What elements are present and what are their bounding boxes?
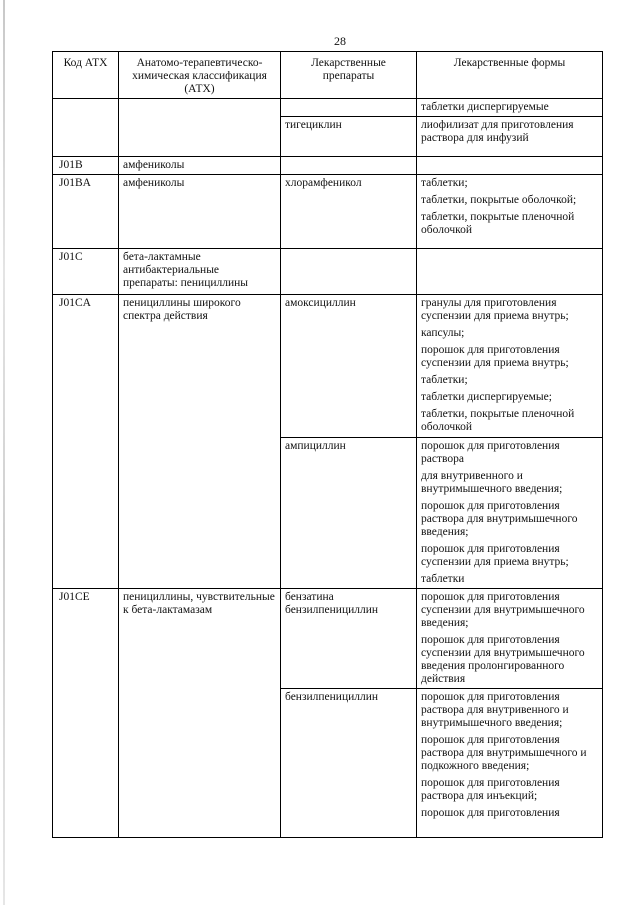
dosage-form-item: для внутривенного и внутримышечного введения; — [421, 470, 563, 495]
dosage-form-item: порошок для приготовления суспензии для приема внутрь; — [421, 344, 569, 369]
atc-classification-cell: амфениколы — [119, 175, 281, 249]
table-row — [53, 249, 603, 295]
dosage-form-item: таблетки; — [421, 374, 468, 386]
atc-code-cell: J01CE — [53, 589, 119, 838]
atc-classification-cell: пенициллины, чувствительные к бета-лактамазам — [119, 589, 281, 838]
table-row — [53, 589, 603, 689]
drug-name-cell — [281, 157, 417, 175]
table-header-row — [53, 52, 603, 99]
dosage-forms-cell — [417, 157, 603, 175]
dosage-form-item: таблетки, покрытые пленочной оболочкой — [421, 211, 575, 236]
dosage-form-item: порошок для приготовления суспензии для приема внутрь; — [421, 543, 569, 568]
dosage-forms-cell — [417, 99, 603, 117]
atc-code-cell: J01B — [53, 157, 119, 175]
table-row — [53, 99, 603, 117]
dosage-form-item: таблетки диспергируемые; — [421, 391, 552, 403]
table-row — [53, 157, 603, 175]
scan-edge-mark — [3, 0, 5, 905]
dosage-forms-cell — [417, 689, 603, 838]
dosage-form-item: лиофилизат для приготовления раствора для инфузий — [421, 119, 574, 144]
dosage-form-item: порошок для приготовления раствора для инъекций; — [421, 777, 560, 802]
drug-name-cell: хлорамфеникол — [281, 175, 417, 249]
dosage-forms-cell — [417, 589, 603, 689]
dosage-form-item: порошок для приготовления раствора для внутривенного и внутримышечного введения; — [421, 691, 569, 729]
table-row — [53, 175, 603, 249]
dosage-forms-cell — [417, 117, 603, 157]
atc-code-cell: J01BA — [53, 175, 119, 249]
dosage-form-item: таблетки, покрытые пленочной оболочкой — [421, 408, 575, 433]
dosage-form-item: порошок для приготовления раствора — [421, 440, 560, 465]
atc-code-cell — [53, 99, 119, 157]
drug-classification-table — [52, 51, 603, 838]
drug-name-cell: ампициллин — [281, 438, 417, 589]
drug-name-cell — [281, 99, 417, 117]
header-atc-code: Код АТХ — [53, 52, 119, 99]
drug-name-cell — [281, 249, 417, 295]
dosage-form-item: таблетки, покрытые оболочкой; — [421, 194, 577, 206]
dosage-form-item: гранулы для приготовления суспензии для приема внутрь; — [421, 297, 569, 322]
drug-name-cell: тигециклин — [281, 117, 417, 157]
dosage-form-item: порошок для приготовления раствора для внутримышечного и подкожного введения; — [421, 734, 587, 772]
dosage-forms-cell — [417, 249, 603, 295]
table-row — [53, 295, 603, 438]
atc-code-cell: J01CA — [53, 295, 119, 589]
dosage-forms-cell — [417, 295, 603, 438]
dosage-forms-cell — [417, 438, 603, 589]
header-dosage-forms: Лекарственные формы — [417, 52, 603, 99]
dosage-form-item: порошок для приготовления — [421, 807, 560, 819]
dosage-form-item: таблетки диспергируемые — [421, 101, 549, 113]
dosage-form-item: порошок для приготовления суспензии для внутримышечного введения; — [421, 591, 585, 629]
atc-classification-cell: амфениколы — [119, 157, 281, 175]
drug-name-cell: бензатина бензилпенициллин — [281, 589, 417, 689]
table-body — [53, 99, 603, 838]
dosage-form-item: таблетки; — [421, 177, 468, 189]
header-drugs: Лекарственные препараты — [281, 52, 417, 99]
header-atc-classification: Анатомо-терапевтическо-химическая классификация (АТХ) — [119, 52, 281, 99]
page-number: 28 — [334, 34, 346, 48]
dosage-forms-cell — [417, 175, 603, 249]
dosage-form-item: порошок для приготовления раствора для внутримышечного введения; — [421, 500, 578, 538]
dosage-form-item: таблетки — [421, 573, 465, 585]
atc-classification-cell: пенициллины широкого спектра действия — [119, 295, 281, 589]
dosage-form-item: порошок для приготовления суспензии для внутримышечного введения пролонгированного действия — [421, 634, 585, 685]
dosage-form-item: капсулы; — [421, 327, 465, 339]
atc-classification-cell: бета-лактамные антибактериальные препараты: пенициллины — [119, 249, 281, 295]
drug-name-cell: бензилпенициллин — [281, 689, 417, 838]
atc-code-cell: J01C — [53, 249, 119, 295]
drug-name-cell: амоксициллин — [281, 295, 417, 438]
atc-classification-cell — [119, 99, 281, 157]
